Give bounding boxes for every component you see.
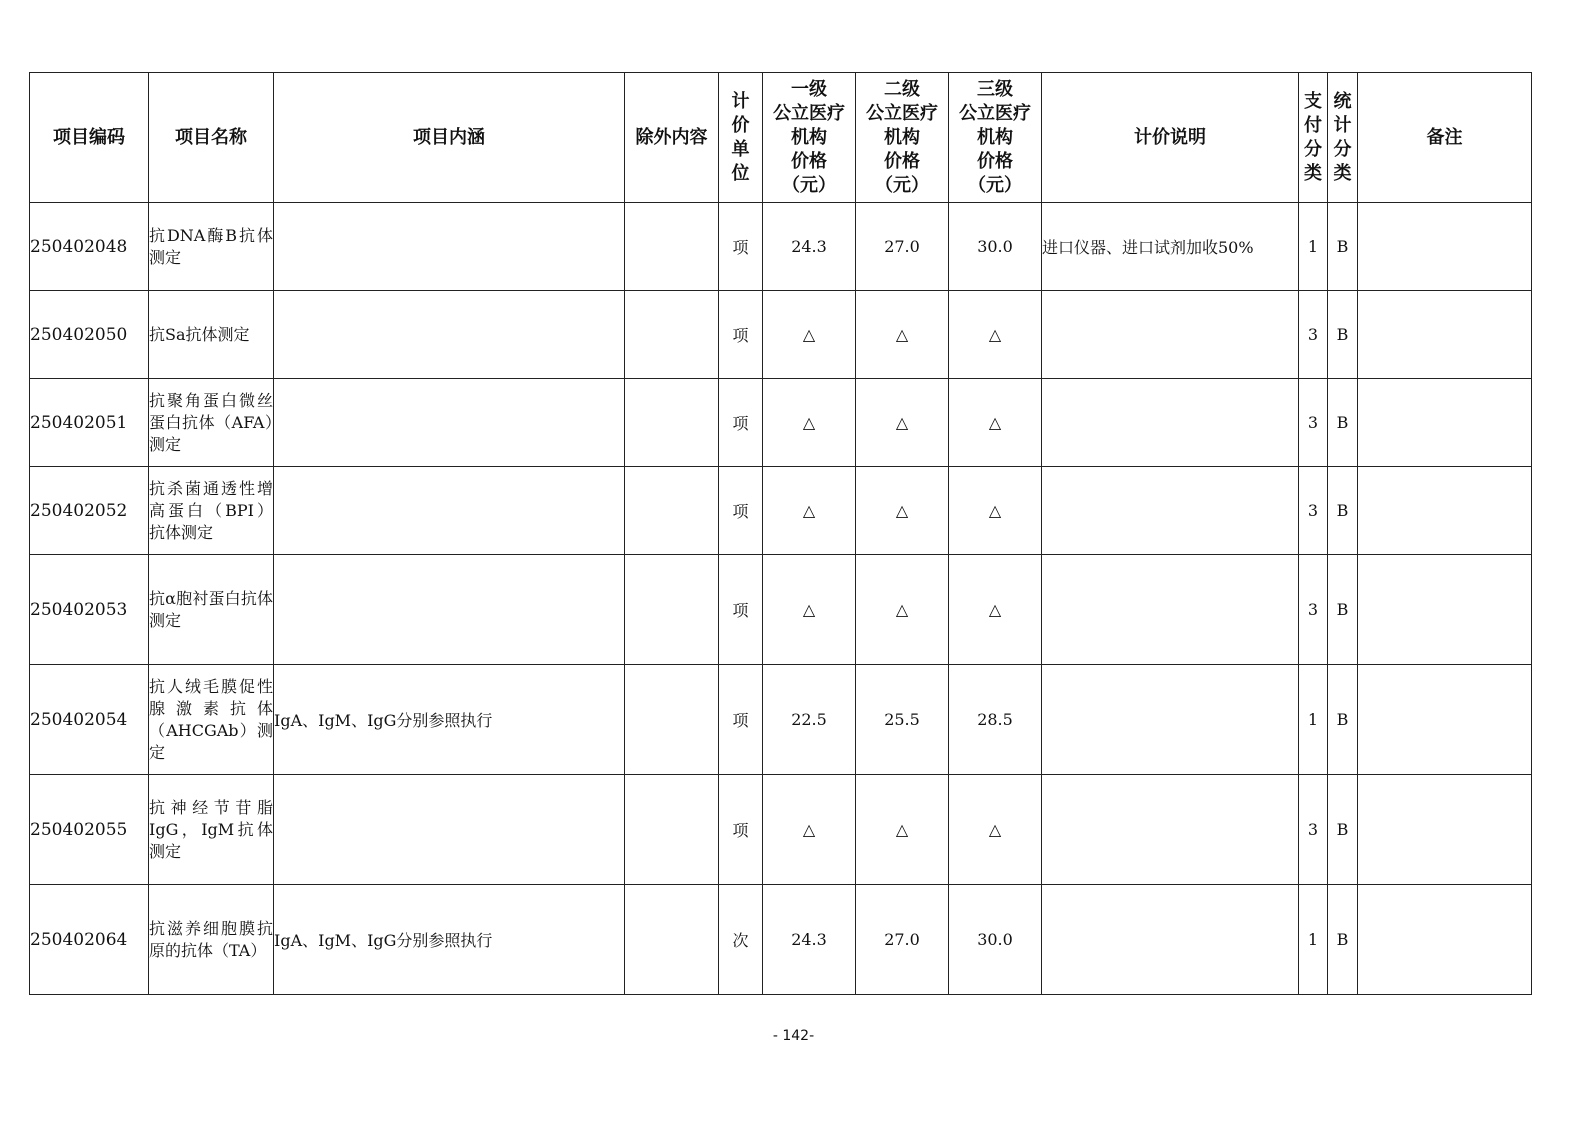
cell-payment-class: 3	[1299, 775, 1328, 885]
cell-price-level3: △	[949, 555, 1042, 665]
cell-code: 250402052	[30, 467, 149, 555]
cell-code: 250402050	[30, 291, 149, 379]
cell-exclusion	[625, 291, 719, 379]
cell-pricing-note	[1042, 555, 1299, 665]
cell-remark	[1358, 775, 1532, 885]
cell-exclusion	[625, 665, 719, 775]
cell-price-level1: 22.5	[763, 665, 856, 775]
cell-code: 250402055	[30, 775, 149, 885]
cell-stat-class: B	[1328, 203, 1358, 291]
cell-content	[274, 379, 625, 467]
table-row	[30, 467, 1532, 555]
cell-name: 抗滋养细胞膜抗原的抗体（TA）	[149, 885, 274, 995]
cell-remark	[1358, 665, 1532, 775]
cell-exclusion	[625, 203, 719, 291]
cell-pricing-note	[1042, 379, 1299, 467]
cell-content	[274, 775, 625, 885]
cell-content	[274, 203, 625, 291]
cell-pricing-note	[1042, 665, 1299, 775]
cell-stat-class: B	[1328, 665, 1358, 775]
cell-content	[274, 291, 625, 379]
cell-price-level1: 24.3	[763, 885, 856, 995]
cell-price-level2: 25.5	[856, 665, 949, 775]
cell-exclusion	[625, 555, 719, 665]
cell-stat-class: B	[1328, 555, 1358, 665]
cell-payment-class: 1	[1299, 665, 1328, 775]
cell-remark	[1358, 291, 1532, 379]
cell-remark	[1358, 467, 1532, 555]
cell-payment-class: 1	[1299, 885, 1328, 995]
cell-name: 抗人绒毛膜促性腺激素抗体（AHCGAb）测定	[149, 665, 274, 775]
cell-pricing-note	[1042, 467, 1299, 555]
cell-unit: 项	[719, 379, 763, 467]
header-payment-class: 支付分类	[1299, 73, 1328, 203]
cell-payment-class: 3	[1299, 379, 1328, 467]
cell-name: 抗Sa抗体测定	[149, 291, 274, 379]
cell-price-level3: △	[949, 379, 1042, 467]
cell-code: 250402051	[30, 379, 149, 467]
cell-price-level2: △	[856, 467, 949, 555]
cell-price-level2: △	[856, 775, 949, 885]
price-table	[29, 72, 1532, 995]
table-row	[30, 203, 1532, 291]
cell-content	[274, 467, 625, 555]
cell-exclusion	[625, 775, 719, 885]
table-header-row	[30, 73, 1532, 203]
cell-name: 抗杀菌通透性增高蛋白（BPI）抗体测定	[149, 467, 274, 555]
cell-pricing-note: 进口仪器、进口试剂加收50%	[1042, 203, 1299, 291]
cell-pricing-note	[1042, 291, 1299, 379]
cell-stat-class: B	[1328, 775, 1358, 885]
cell-remark	[1358, 555, 1532, 665]
cell-unit: 项	[719, 467, 763, 555]
table-row	[30, 775, 1532, 885]
cell-unit: 项	[719, 775, 763, 885]
cell-name: 抗神经节苷脂IgG，IgM抗体测定	[149, 775, 274, 885]
table-row	[30, 291, 1532, 379]
cell-content: IgA、IgM、IgG分别参照执行	[274, 885, 625, 995]
table-row	[30, 555, 1532, 665]
cell-stat-class: B	[1328, 379, 1358, 467]
cell-price-level2: 27.0	[856, 885, 949, 995]
cell-pricing-note	[1042, 885, 1299, 995]
cell-exclusion	[625, 467, 719, 555]
header-remark: 备注	[1358, 73, 1532, 203]
table-row	[30, 379, 1532, 467]
cell-price-level1: △	[763, 775, 856, 885]
price-table-container	[29, 72, 1532, 995]
cell-pricing-note	[1042, 775, 1299, 885]
cell-price-level3: 30.0	[949, 203, 1042, 291]
cell-stat-class: B	[1328, 291, 1358, 379]
cell-code: 250402054	[30, 665, 149, 775]
cell-payment-class: 3	[1299, 291, 1328, 379]
header-price-level3: 三级 公立医疗 机构 价格 （元）	[949, 73, 1042, 203]
cell-unit: 项	[719, 665, 763, 775]
cell-name: 抗α胞衬蛋白抗体测定	[149, 555, 274, 665]
page-number: - 142-	[772, 1028, 815, 1044]
cell-price-level2: △	[856, 291, 949, 379]
cell-stat-class: B	[1328, 467, 1358, 555]
cell-price-level3: △	[949, 467, 1042, 555]
cell-price-level2: △	[856, 379, 949, 467]
cell-unit: 项	[719, 555, 763, 665]
cell-stat-class: B	[1328, 885, 1358, 995]
cell-price-level1: △	[763, 555, 856, 665]
header-exclusion: 除外内容	[625, 73, 719, 203]
cell-unit: 项	[719, 203, 763, 291]
cell-content	[274, 555, 625, 665]
header-name: 项目名称	[149, 73, 274, 203]
cell-price-level3: 28.5	[949, 665, 1042, 775]
cell-price-level1: △	[763, 291, 856, 379]
cell-exclusion	[625, 885, 719, 995]
cell-price-level2: 27.0	[856, 203, 949, 291]
cell-content: IgA、IgM、IgG分别参照执行	[274, 665, 625, 775]
cell-name: 抗DNA酶B抗体测定	[149, 203, 274, 291]
header-content: 项目内涵	[274, 73, 625, 203]
cell-remark	[1358, 379, 1532, 467]
cell-code: 250402048	[30, 203, 149, 291]
cell-code: 250402053	[30, 555, 149, 665]
cell-price-level2: △	[856, 555, 949, 665]
cell-payment-class: 3	[1299, 555, 1328, 665]
header-stat-class: 统计分类	[1328, 73, 1358, 203]
header-price-level1: 一级 公立医疗 机构 价格 （元）	[763, 73, 856, 203]
cell-exclusion	[625, 379, 719, 467]
cell-payment-class: 3	[1299, 467, 1328, 555]
cell-unit: 项	[719, 291, 763, 379]
header-price-level2: 二级 公立医疗 机构 价格 （元）	[856, 73, 949, 203]
cell-price-level3: 30.0	[949, 885, 1042, 995]
cell-payment-class: 1	[1299, 203, 1328, 291]
cell-name: 抗聚角蛋白微丝蛋白抗体（AFA）测定	[149, 379, 274, 467]
header-pricing-note: 计价说明	[1042, 73, 1299, 203]
header-unit: 计价单位	[719, 73, 763, 203]
table-row	[30, 665, 1532, 775]
cell-price-level1: △	[763, 379, 856, 467]
cell-price-level3: △	[949, 775, 1042, 885]
cell-price-level1: 24.3	[763, 203, 856, 291]
cell-unit: 次	[719, 885, 763, 995]
header-code: 项目编码	[30, 73, 149, 203]
cell-remark	[1358, 203, 1532, 291]
table-row	[30, 885, 1532, 995]
cell-code: 250402064	[30, 885, 149, 995]
cell-price-level1: △	[763, 467, 856, 555]
cell-price-level3: △	[949, 291, 1042, 379]
cell-remark	[1358, 885, 1532, 995]
